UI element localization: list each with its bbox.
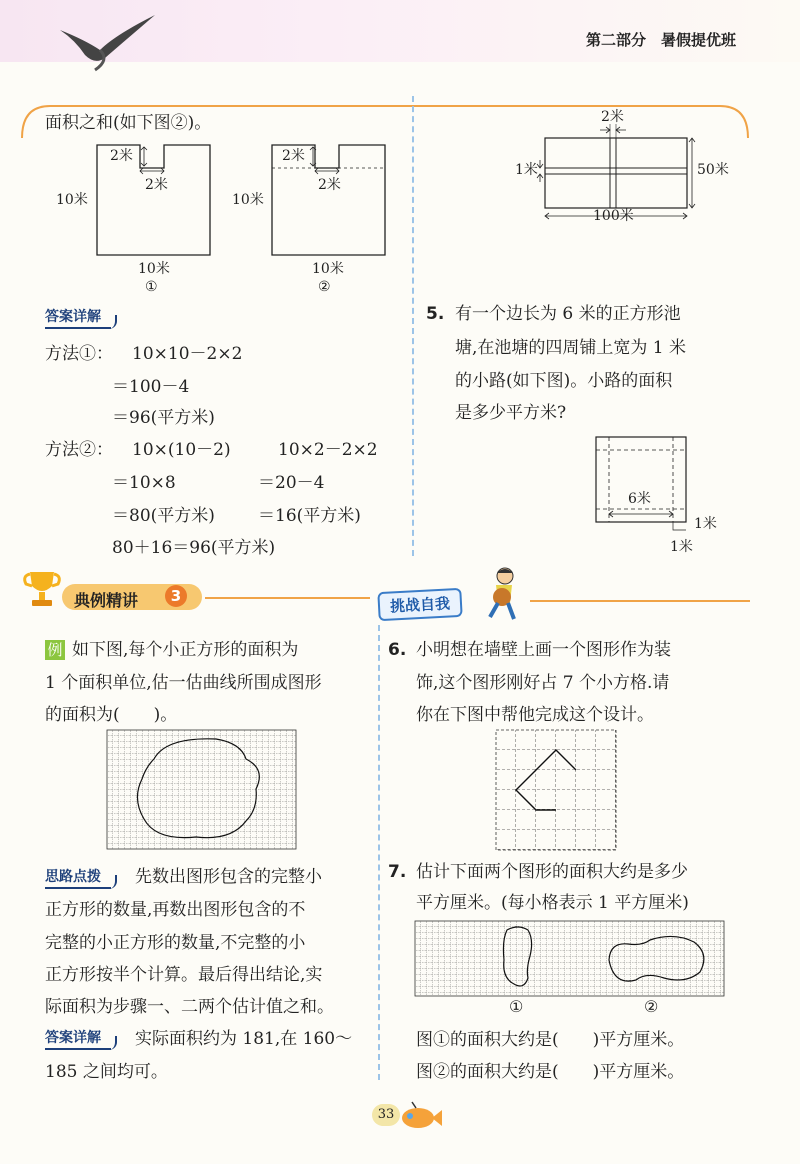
hint-line1: 先数出图形包含的完整小 — [135, 867, 322, 887]
hint-line5: 际面积为步骤一、二两个估计值之和。 — [45, 997, 334, 1017]
q7-number: 7. — [388, 862, 407, 882]
fig2-label-bottom: 10米 — [312, 261, 344, 277]
column-divider-2 — [378, 625, 380, 1080]
q5-number: 5. — [426, 304, 445, 324]
example-line1: 如下图,每个小正方形的面积为 — [72, 640, 299, 660]
example-line2: 1 个面积单位,估一估曲线所围成图形 — [45, 673, 322, 693]
road-label-top: 2米 — [601, 109, 624, 125]
hint-line2: 正方形的数量,再数出图形包含的不 — [45, 900, 306, 920]
answer-line1: 实际面积约为 181,在 160～ — [135, 1029, 353, 1049]
pond-label-right: 1米 — [694, 516, 717, 532]
answer-badge-1: 答案详解 — [45, 309, 111, 329]
example-tag: 例 — [45, 640, 65, 660]
method1-line3: ＝96(平方米) — [112, 408, 215, 428]
q7-line1: 估计下面两个图形的面积大约是多少 — [416, 862, 688, 882]
q6-line1: 小明想在墙壁上画一个图形作为装 — [416, 640, 671, 660]
q7-label-1: ① — [509, 997, 524, 1016]
fig2-label-top: 2米 — [282, 148, 305, 164]
q5-line2: 塘,在池塘的四周铺上宽为 1 米 — [455, 338, 687, 358]
page-header-title: 第二部分 暑假提优班 — [586, 31, 737, 49]
method2-b-line2: ＝20－4 — [258, 473, 325, 493]
q7-answer-2: 图②的面积大约是( )平方厘米。 — [416, 1062, 685, 1082]
method1-line1: 10×10－2×2 — [132, 344, 243, 364]
q5-line3: 的小路(如下图)。小路的面积 — [455, 371, 673, 391]
hint-badge: 思路点拨 — [45, 869, 111, 889]
fig1-label-notch: 2米 — [145, 177, 168, 193]
section-line-right — [530, 600, 750, 602]
method2-b-line3: ＝16(平方米) — [258, 506, 361, 526]
fig2-label-side: 10米 — [232, 192, 264, 208]
road-label-left: 1米 — [515, 162, 538, 178]
method2-a-line3: ＝80(平方米) — [112, 506, 215, 526]
method2-label: 方法②： — [45, 440, 113, 460]
fig1-label-bottom: 10米 — [138, 261, 170, 277]
q6-grid — [495, 729, 617, 851]
fig2-label-notch: 2米 — [318, 177, 341, 193]
pond-label-bottom: 1米 — [670, 539, 693, 555]
q7-label-2: ② — [644, 997, 659, 1016]
intro-text: 面积之和(如下图②)。 — [45, 113, 212, 133]
student-running-icon — [478, 565, 528, 625]
seagull-icon — [55, 10, 165, 80]
page-number: 33 — [372, 1104, 400, 1126]
fig1-label-top: 2米 — [110, 148, 133, 164]
fig2-number: ② — [318, 279, 331, 295]
road-label-bottom: 100米 — [593, 208, 634, 224]
fig1-label-side: 10米 — [56, 192, 88, 208]
q7-grid — [414, 920, 726, 998]
answer-line2: 185 之间均可。 — [45, 1062, 168, 1082]
q6-number: 6. — [388, 640, 407, 660]
trophy-icon — [22, 568, 62, 610]
section-number: 3 — [165, 585, 187, 607]
pond-label-inner: 6米 — [628, 491, 651, 507]
method2-a-line2: ＝10×8 — [112, 473, 176, 493]
section-title: 典例精讲 — [74, 591, 139, 610]
fish-icon — [396, 1098, 444, 1134]
fig1-number: ① — [145, 279, 158, 295]
challenge-badge: 挑战自我 — [377, 588, 462, 621]
q6-line2: 饰,这个图形刚好占 7 个小方格.请 — [416, 673, 670, 693]
road-label-right: 50米 — [697, 162, 729, 178]
q5-line4: 是多少平方米? — [455, 403, 567, 423]
hint-line3: 完整的小正方形的数量,不完整的小 — [45, 933, 306, 953]
q7-answer-1: 图①的面积大约是( )平方厘米。 — [416, 1030, 685, 1050]
q6-line3: 你在下图中帮他完成这个设计。 — [416, 705, 654, 725]
hint-line4: 正方形按半个计算。最后得出结论,实 — [45, 965, 323, 985]
answer-badge-2: 答案详解 — [45, 1030, 111, 1050]
pond-diagram — [590, 432, 700, 542]
q7-line2: 平方厘米。(每小格表示 1 平方厘米) — [416, 893, 689, 913]
example-line3: 的面积为( )。 — [45, 705, 178, 725]
example-grid — [106, 729, 298, 851]
section-line-left — [205, 597, 370, 599]
method2-b-line1: 10×2－2×2 — [278, 440, 378, 460]
q5-line1: 有一个边长为 6 米的正方形池 — [455, 304, 681, 324]
method2-total: 80＋16＝96(平方米) — [112, 538, 276, 558]
method2-a-line1: 10×(10－2) — [132, 440, 231, 460]
method1-line2: ＝100－4 — [112, 377, 190, 397]
method1-label: 方法①： — [45, 344, 113, 364]
